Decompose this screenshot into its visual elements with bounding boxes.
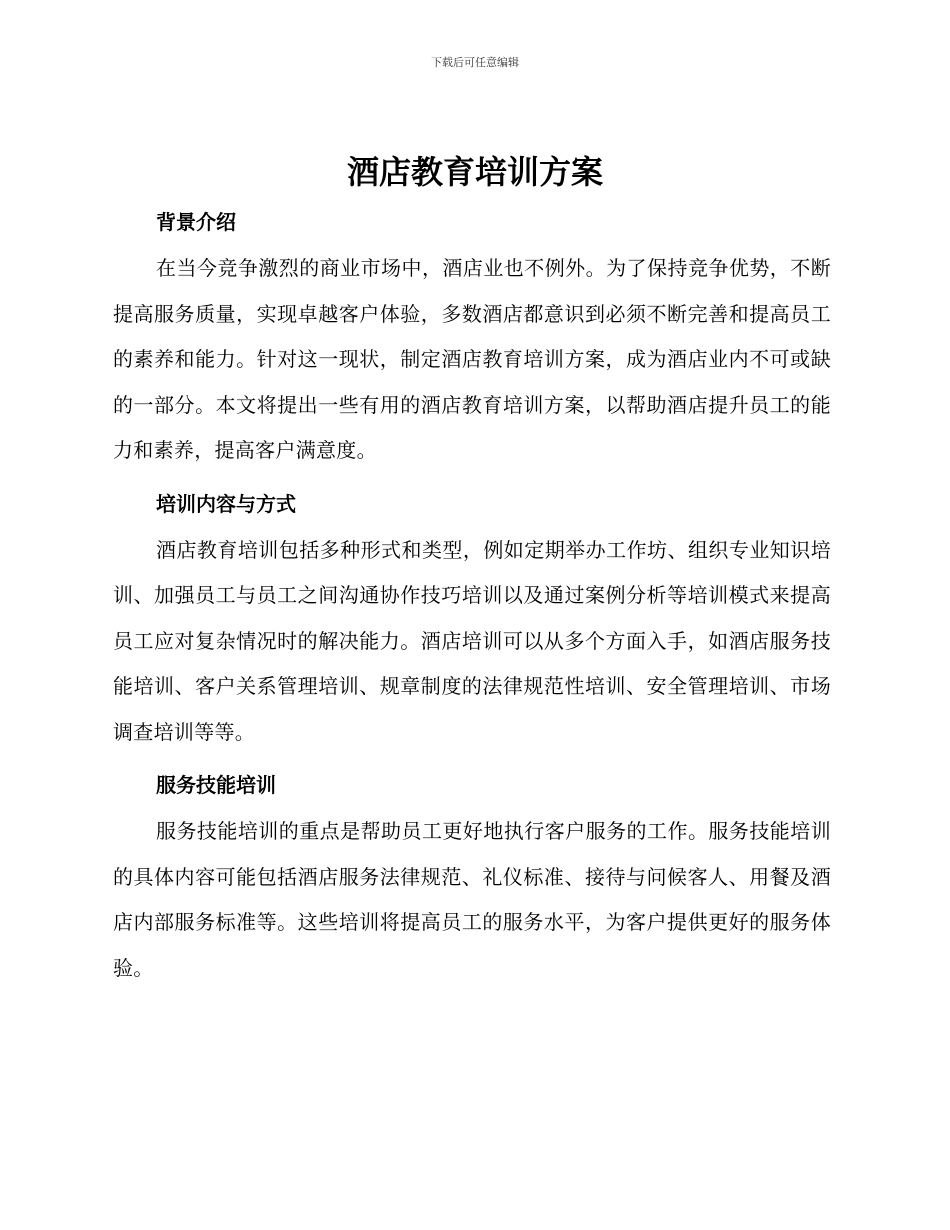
document-body <box>113 202 831 1001</box>
section-training-content <box>113 484 831 756</box>
section-heading: 背景介绍 <box>156 210 236 234</box>
section-service-skills <box>113 765 831 991</box>
section-paragraph: 在当今竞争激烈的商业市场中，酒店业也不例外。为了保持竞争优势，不断提高服务质量，实现卓越客户体验，多数酒店都意识到必须不断完善和提高员工的素养和能力。针对这一现状，制定酒店教育培训方案，成为酒店业内不可或缺的一部分。本文将提出一些有用的酒店教育培训方案，以帮助酒店提升员工的能力和素养，提高客户满意度。 <box>113 256 831 462</box>
section-paragraph: 服务技能培训的重点是帮助员工更好地执行客户服务的工作。服务技能培训的具体内容可能包括酒店服务法律规范、礼仪标准、接待与问候客人、用餐及酒店内部服务标准等。这些培训将提高员工的服务水平，为客户提供更好的服务体验。 <box>113 819 831 980</box>
section-heading: 服务技能培训 <box>156 773 276 797</box>
section-paragraph: 酒店教育培训包括多种形式和类型，例如定期举办工作坊、组织专业知识培训、加强员工与员工之间沟通协作技巧培训以及通过案例分析等培训模式来提高员工应对复杂情况时的解决能力。酒店培训可以从多个方面入手，如酒店服务技能培训、客户关系管理培训、规章制度的法律规范性培训、安全管理培训、市场调查培训等等。 <box>113 537 831 744</box>
section-background <box>113 202 831 474</box>
page-header-note: 下载后可任意编辑 <box>431 56 519 69</box>
document-title: 酒店教育培训方案 <box>346 153 603 191</box>
section-heading: 培训内容与方式 <box>156 491 296 516</box>
